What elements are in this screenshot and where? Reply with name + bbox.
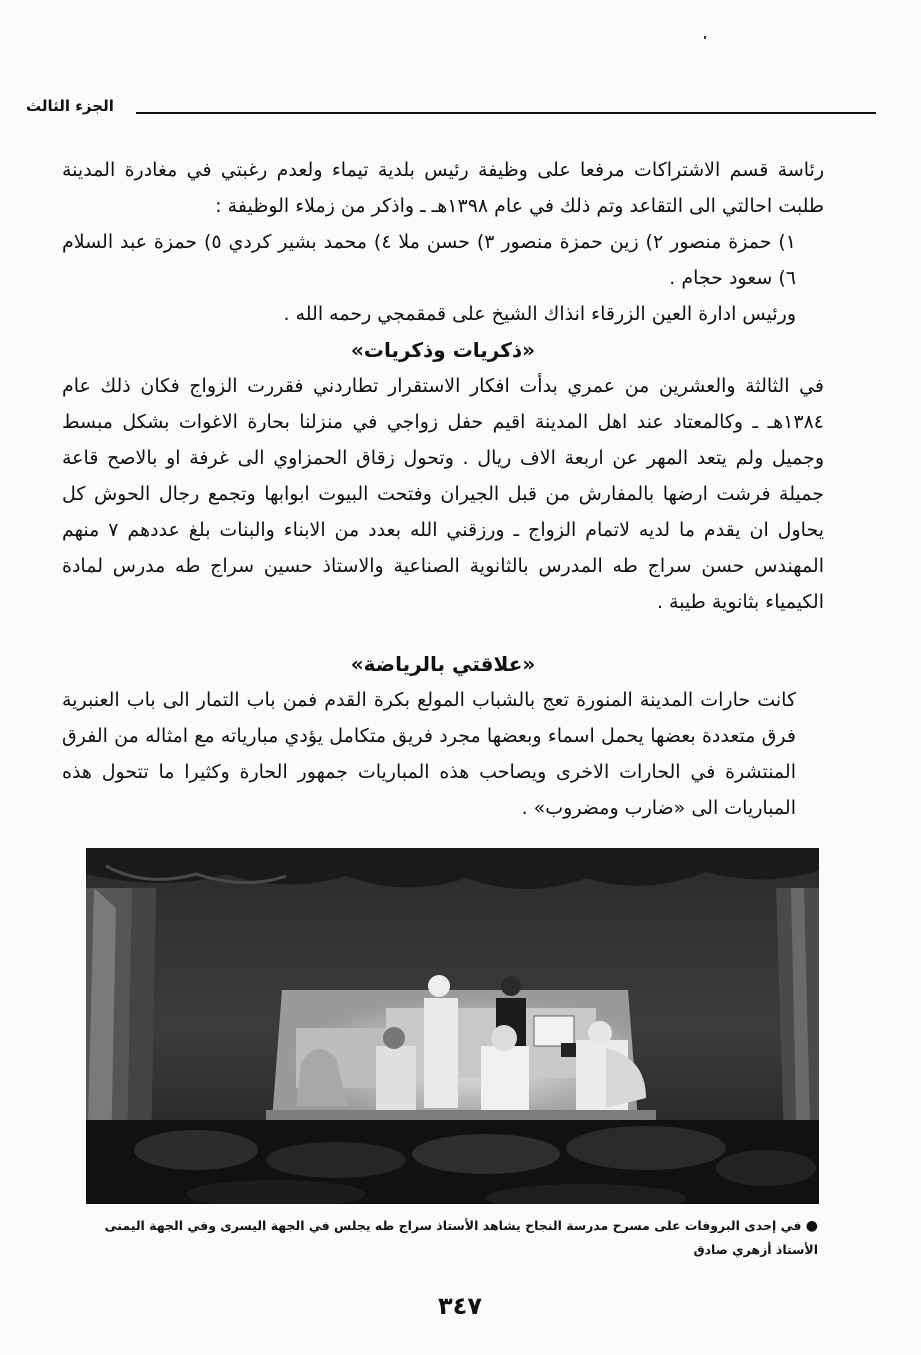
paragraph-marriage: في الثالثة والعشرين من عمري بدأت افكار الاستقرار تطاردني فقررت الزواج فكان ذلك عام ١٣٨٤هـ ـ وكالمعتاد عند اهل المدينة اقيم حفل زواجي في منزلنا بحارة الاغوات بشكل مبسط وجميل ولم يتعد المهر عن اربعة الاف ريال . وتحول زقاق الحمزاوي الى غرفة او بالاصح قاعة جميلة فرشت ارضها بالمفارش من قبل الجيران وفتحت البيوت ابوابها وتجمع رجال الحوش كل يحاول ان يقدم ما لديه لاتمام الزواج ـ ورزقني الله بعدد من الابناء والبنات بلغ عددهم ٧ منهم المهندس حسن سراج طه المدرس بالثانوية الصناعية والاستاذ حسين سراج طه مدرس لمادة الكيمياء بثانوية طيبة . [62, 375, 824, 613]
page-body [62, 152, 824, 826]
page-number: ٣٤٧ [438, 1292, 482, 1320]
section-gap [62, 620, 824, 646]
caption-line-2: الأستاذ أزهري صادق [693, 1242, 818, 1257]
caption-line-1 [96, 1214, 818, 1238]
scan-speck [704, 36, 706, 39]
photo-caption [96, 1214, 818, 1262]
caption-line-1-text: في إحدى البروفات على مسرح مدرسة النجاح يشاهد الأستاذ سراج طه يجلس في الجهة اليسرى وفي الجهة اليمنى [104, 1218, 802, 1233]
paragraph-colleagues-list: ١) حمزة منصور ٢) زين حمزة منصور ٣) حسن ملا ٤) محمد بشير كردي ٥) حمزة عبد السلام ٦) سعود حجام . [62, 231, 796, 289]
section-heading-memories: «ذكريات وذكريات» [350, 338, 536, 362]
section-heading-sports: «علاقتي بالرياضة» [350, 652, 536, 676]
paragraph-retirement: رئاسة قسم الاشتراكات مرفعا على وظيفة رئيس بلدية تيماء ولعدم رغبتي في مغادرة المدينة طلبت احالتي الى التقاعد وتم ذلك في عام ١٣٩٨هـ ـ واذكر من زملاء الوظيفة : [62, 159, 824, 217]
header-rule [136, 112, 876, 114]
paragraph-ain-zarqa: ورئيس ادارة العين الزرقاء انذاك الشيخ على قمقمجي رحمه الله . [283, 303, 796, 325]
paragraph-football: كانت حارات المدينة المنورة تعج بالشباب المولع بكرة القدم فمن باب التمار الى باب العنبرية فرق متعددة بعضها يحمل اسماء وبعضها مجرد فريق متكامل يؤدي مبارياته مع امثاله من الفرق المنتشرة في الحارات الاخرى ويصاحب هذه المباريات جمهور الحارة وكثيرا ما تتحول هذه المباريات الى «ضارب ومضروب» . [62, 689, 796, 819]
stage-rehearsal-photo [86, 848, 819, 1204]
running-header-title: الجزء الثالث [26, 97, 114, 115]
bullet-icon: ● [805, 1218, 818, 1234]
page-header [26, 96, 876, 120]
